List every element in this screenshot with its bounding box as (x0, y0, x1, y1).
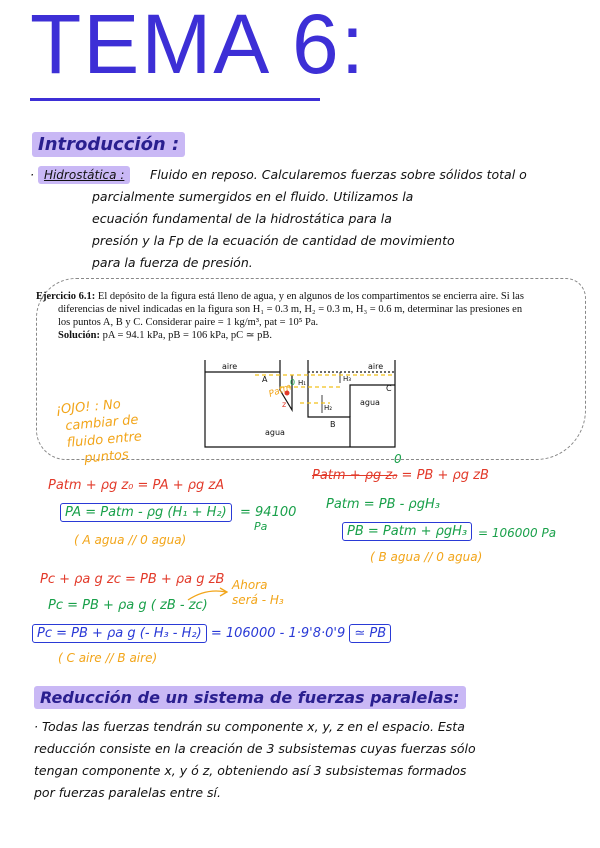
ahora-note (232, 578, 284, 608)
fig-label-c: C (386, 384, 392, 393)
reduction-line-3: tengan componente x, y ó z, obteniendo así 3 subsistemas formados (34, 763, 467, 778)
eq-b1-row (312, 468, 489, 483)
intro-line-4: presión y la Fp de la ecuación de cantidad de movimiento (92, 233, 455, 248)
intro-line-2: parcialmente sumergidos en el fluido. Utilizamos la (92, 189, 414, 204)
intro-line-1: Fluido en reposo. Calcularemos fuerzas sobre sólidos total o (150, 167, 527, 182)
fig-aire-1: aire (222, 362, 238, 371)
fig-label-b: B (330, 420, 336, 429)
fig-h3: H₃ (343, 375, 352, 383)
eq-a2-unit: Pa (254, 520, 268, 533)
title-underline (30, 98, 320, 101)
reduction-line-1: · Todas las fuerzas tendrán su componente x, y, z en el espacio. Esta (34, 719, 465, 734)
arrow-icon (186, 584, 232, 604)
eq-b2: Patm = PB - ρgH₃ (326, 497, 440, 512)
solution-text: pA = 94.1 kPa, pB = 106 kPa, pC ≃ pB. (102, 330, 273, 341)
eq-c3-row (32, 626, 391, 641)
reduction-heading-text: Reducción de un sistema de fuerzas paralelas: (34, 686, 466, 709)
eq-a2-result: = 94100 (240, 505, 297, 520)
eq-c1: Pc + ρa g zc = PB + ρa g zB (40, 572, 225, 587)
eq-b1-zero: 0 (394, 452, 402, 466)
exercise-label: Ejercicio 6.1: (36, 291, 96, 302)
intro-line-5: para la fuerza de presión. (92, 255, 253, 270)
exercise-text-1: El depósito de la figura está lleno de agua, y en algunos de los compartimentos se encierra aire. Si las (97, 291, 524, 302)
reduction-line-2: reducción consiste en la creación de 3 subsistemas cuyas fuerzas sólo (34, 741, 476, 756)
exercise-text (36, 290, 564, 342)
ahora-line-1: Ahora (232, 578, 268, 592)
solution-label: Solución: (58, 330, 101, 341)
intro-term: Hidrostática : (38, 166, 130, 184)
reduction-line-4: por fuerzas paralelas entre sí. (34, 785, 222, 800)
fig-h2: H₂ (324, 404, 333, 412)
fig-zero: 0 (290, 378, 296, 387)
fig-aire-2: aire (368, 362, 384, 371)
eq-c3-result: = 106000 - 1·9'8·0'9 (210, 626, 346, 641)
ojo-line-4: puntos (83, 447, 130, 467)
ahora-line-2: será - H₃ (232, 593, 284, 607)
fig-label-a: A (262, 375, 268, 384)
eq-c3-end: ≃ PB (349, 624, 391, 643)
intro-term-row: · Hidrostática : (30, 164, 130, 186)
reduction-heading (34, 688, 466, 707)
eq-a2: PA = Patm - ρg (H₁ + H₂) (60, 503, 232, 522)
ojo-note (55, 395, 144, 470)
eq-b3-row (342, 524, 472, 539)
eq-c3: Pc = PB + ρa g (- H₃ - H₂) (32, 624, 207, 643)
eq-c2: Pc = PB + ρa g ( zB - zc) (48, 598, 208, 613)
eq-c4: ( C aire // B aire) (58, 651, 158, 665)
ojo-line-1: ¡OJO! : No (55, 397, 122, 418)
eq-a1: Patm + ρg z₀ = PA + ρg zA (48, 478, 225, 493)
ojo-line-2: cambiar de (64, 412, 140, 434)
intro-heading (32, 134, 185, 155)
fig-patm: Patm (267, 382, 293, 400)
fig-agua-2: agua (360, 398, 380, 407)
eq-b3-result: = 106000 Pa (478, 526, 557, 540)
intro-line-3: ecuación fundamental de la hidrostática para la (92, 211, 392, 226)
eq-b4: ( B agua // 0 agua) (370, 550, 483, 564)
eq-b1-right: = PB + ρg zB (401, 468, 489, 483)
ojo-line-3: fluido entre (66, 429, 143, 451)
tank-figure (200, 355, 400, 450)
intro-heading-text: Introducción : (32, 132, 185, 157)
eq-b1-left: Patm + ρg z₀ (312, 468, 398, 483)
fig-h1: H₁ (298, 379, 307, 387)
page-title: TEMA 6: (30, 0, 367, 91)
exercise-text-2: diferencias de nivel indicadas en la figura son H₁ = 0.3 m, H₂ = 0.3 m, H₃ = 0.6 m, determinar las presiones en (58, 304, 523, 315)
exercise-text-3: los puntos A, B y C. Considerar ρaire = 1 kg/m³, pat = 10⁵ Pa. (58, 317, 319, 328)
eq-a3: ( A agua // 0 agua) (74, 533, 187, 547)
eq-a2-row (60, 505, 232, 520)
eq-b3: PB = Patm + ρgH₃ (342, 522, 472, 541)
fig-z: z (282, 400, 287, 409)
fig-agua-1: agua (265, 428, 285, 437)
